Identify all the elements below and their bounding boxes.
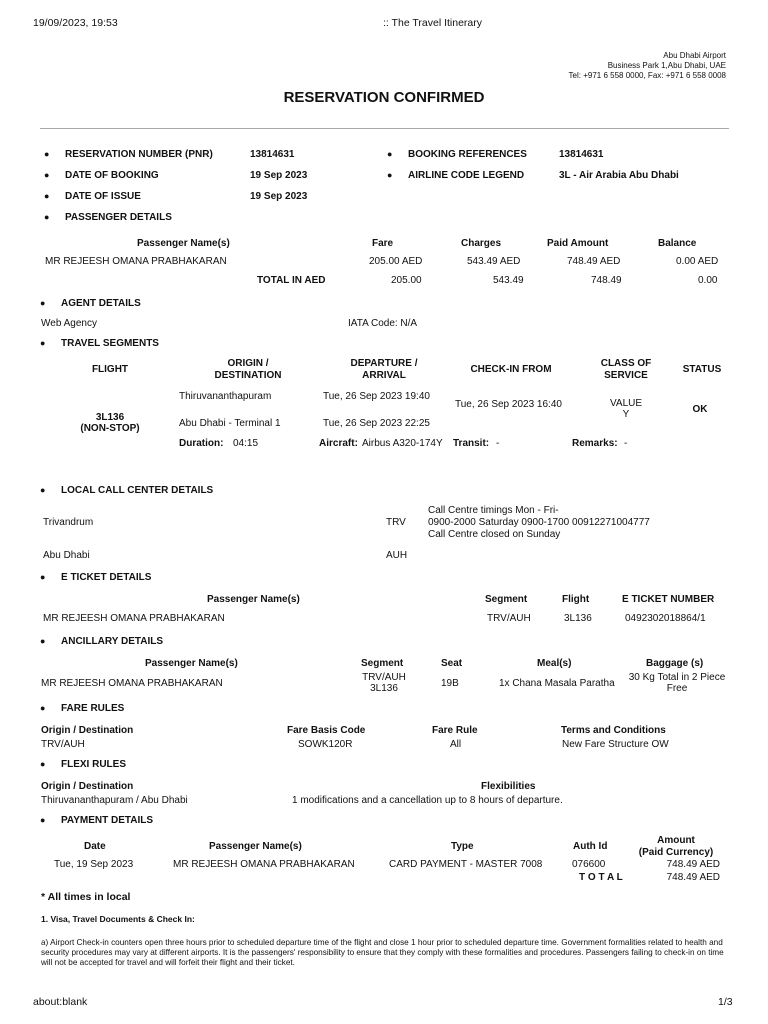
total-paid: 748.49 [591, 275, 622, 286]
paid-amount-value: 748.49 AED [567, 256, 621, 267]
print-url: about:blank [33, 996, 88, 1008]
column-header: Fare Basis Code [287, 725, 366, 736]
bullet-icon: ● [40, 485, 46, 495]
total-fare: 205.00 [391, 275, 422, 286]
class-of-service: VALUE [609, 398, 643, 409]
section-heading-segments: TRAVEL SEGMENTS [61, 338, 159, 349]
remarks-value: - [624, 438, 628, 449]
column-header: Date [84, 841, 106, 852]
column-header: Terms and Conditions [561, 725, 666, 736]
column-header: Paid Amount [547, 238, 609, 249]
section-heading-ancillary: ANCILLARY DETAILS [61, 636, 164, 647]
print-page-title: :: The Travel Itinerary [383, 17, 483, 29]
bullet-icon: ● [44, 212, 50, 222]
transit-value: - [496, 438, 500, 449]
call-center-info: Call Centre closed on Sunday [428, 529, 561, 540]
title-divider [40, 128, 729, 129]
balance-value: 0.00 AED [676, 256, 719, 267]
column-header: ORIGIN / [227, 358, 269, 369]
ancillary-passenger: MR REJEESH OMANA PRABHAKARAN [41, 678, 223, 689]
payment-auth-id: 076600 [572, 859, 606, 870]
column-header: Balance [658, 238, 697, 249]
address-line-1: Abu Dhabi Airport [663, 51, 726, 60]
column-header: FLIGHT [91, 364, 129, 375]
address-block [569, 51, 726, 81]
ancillary-baggage: 30 Kg Total in 2 Piece [628, 672, 726, 683]
payment-total-label: T O T A L [579, 872, 623, 883]
fare-rule-value: All [450, 739, 462, 750]
aircraft-value: Airbus A320-174Y [362, 438, 443, 449]
issue-date-value: 19 Sep 2023 [250, 191, 308, 202]
section-heading-eticket: E TICKET DETAILS [61, 572, 152, 583]
aircraft-label: Aircraft: [319, 438, 358, 449]
column-header: Amount [657, 835, 695, 846]
fare-value: 205.00 AED [369, 256, 423, 267]
section-heading-agent: AGENT DETAILS [61, 298, 141, 309]
payment-passenger: MR REJEESH OMANA PRABHAKARAN [173, 859, 355, 870]
total-label: TOTAL IN AED [257, 275, 326, 286]
booking-date-value: 19 Sep 2023 [250, 170, 308, 181]
column-header: Passenger Name(s) [145, 658, 238, 669]
departure-time: Tue, 26 Sep 2023 19:40 [323, 391, 430, 402]
ancillary-flight: 3L136 [370, 683, 398, 694]
call-center-info: 0900-2000 Saturday 0900-1700 00912271004777 [428, 517, 650, 528]
visa-heading: 1. Visa, Travel Documents & Check In: [41, 914, 195, 924]
terms-conditions: New Fare Structure OW [562, 739, 669, 750]
ancillary-seat: 19B [441, 678, 459, 689]
total-charges: 543.49 [493, 275, 524, 286]
payment-date: Tue, 19 Sep 2023 [54, 859, 134, 870]
agent-name: Web Agency [41, 318, 97, 329]
column-header: Fare [372, 238, 394, 249]
remarks-label: Remarks: [572, 438, 618, 449]
iata-code: IATA Code: N/A [348, 318, 418, 329]
section-heading-call-center: LOCAL CALL CENTER DETAILS [61, 485, 214, 496]
total-balance: 0.00 [698, 275, 718, 286]
ancillary-baggage-note: Free [666, 683, 688, 694]
address-line-3: Tel: +971 6 558 0000, Fax: +971 6 558 0008 [568, 71, 726, 80]
bullet-icon: ● [44, 170, 50, 180]
column-header: Type [451, 841, 474, 852]
bullet-icon: ● [387, 149, 393, 159]
call-center-code: TRV [386, 517, 406, 528]
column-header: ARRIVAL [362, 370, 406, 381]
column-header: Segment [361, 658, 404, 669]
checkin-time: Tue, 26 Sep 2023 16:40 [455, 399, 562, 410]
flexi-route: Thiruvananthapuram / Abu Dhabi [41, 795, 188, 806]
column-header: Fare Rule [432, 725, 478, 736]
bullet-icon: ● [387, 170, 393, 180]
eticket-passenger: MR REJEESH OMANA PRABHAKARAN [43, 613, 225, 624]
fare-basis-code: SOWK120R [298, 739, 353, 750]
column-header: Flexibilities [481, 781, 536, 792]
airline-code-value: 3L - Air Arabia Abu Dhabi [559, 170, 679, 181]
address-line-2: Business Park 1,Abu Dhabi, UAE [607, 61, 726, 70]
print-page-number: 1/3 [718, 996, 733, 1008]
bullet-icon: ● [44, 149, 50, 159]
booking-ref-label: BOOKING REFERENCES [408, 149, 527, 160]
destination-city: Abu Dhabi - Terminal 1 [179, 418, 281, 429]
times-note: * All times in local [41, 891, 131, 903]
pnr-label: RESERVATION NUMBER (PNR) [65, 149, 213, 160]
page-title: RESERVATION CONFIRMED [283, 89, 485, 106]
airline-code-label: AIRLINE CODE LEGEND [408, 170, 525, 181]
bullet-icon: ● [40, 703, 46, 713]
call-center-info: Call Centre timings Mon - Fri- [428, 505, 559, 516]
column-header: DEPARTURE / [350, 358, 418, 369]
class-code: Y [622, 409, 630, 420]
flexibilities-value: 1 modifications and a cancellation up to 8 hours of departure. [292, 795, 563, 806]
pnr-value: 13814631 [250, 149, 295, 160]
fare-rule-route: TRV/AUH [41, 739, 85, 750]
bullet-icon: ● [40, 338, 46, 348]
bullet-icon: ● [40, 815, 46, 825]
column-header: E TICKET NUMBER [622, 594, 715, 605]
column-header: SERVICE [604, 370, 648, 381]
column-header: Flight [562, 594, 590, 605]
charges-value: 543.49 AED [467, 256, 521, 267]
booking-date-label: DATE OF BOOKING [65, 170, 159, 181]
column-header: Passenger Name(s) [209, 841, 302, 852]
column-header: Seat [441, 658, 463, 669]
column-header: Segment [485, 594, 528, 605]
column-header: Passenger Name(s) [137, 238, 230, 249]
transit-label: Transit: [453, 438, 490, 449]
column-header: DESTINATION [214, 370, 282, 381]
payment-total-value: 748.49 AED [666, 872, 720, 883]
call-center-city: Trivandrum [43, 517, 94, 528]
call-center-code: AUH [386, 550, 408, 561]
section-heading-payment: PAYMENT DETAILS [61, 815, 154, 826]
flight-number: 3L136 [95, 412, 125, 423]
issue-date-label: DATE OF ISSUE [65, 191, 141, 202]
column-header: STATUS [682, 364, 722, 375]
passenger-name: MR REJEESH OMANA PRABHAKARAN [45, 256, 227, 267]
bullet-icon: ● [40, 636, 46, 646]
call-center-city: Abu Dhabi [43, 550, 90, 561]
ancillary-meal: 1x Chana Masala Paratha [499, 678, 615, 689]
column-header: CLASS OF [600, 358, 652, 369]
ancillary-segment: TRV/AUH [362, 672, 406, 683]
status-badge: OK [692, 404, 708, 415]
eticket-segment: TRV/AUH [487, 613, 531, 624]
origin-city: Thiruvananthapuram [179, 391, 272, 402]
column-header: Origin / Destination [41, 781, 134, 792]
bullet-icon: ● [44, 191, 50, 201]
column-header: Auth Id [573, 841, 608, 852]
payment-type: CARD PAYMENT - MASTER 7008 [389, 859, 543, 870]
visa-text: a) Airport Check-in counters open three hours prior to scheduled departure time of the flight and close 1 hour prior to scheduled departure time. Government formalities related to health and security procedures may vary at different airports. It is the passengers' responsibility to ensure that they comply with these formalities and procedures. Passengers failing to check-in on time will not be accepted for travel and will forfeit their flight and their ticket. [41, 938, 724, 967]
section-heading-flexi-rules: FLEXI RULES [61, 759, 127, 770]
column-header: Charges [461, 238, 502, 249]
column-header: CHECK-IN FROM [470, 364, 552, 375]
column-header: Origin / Destination [41, 725, 134, 736]
eticket-flight: 3L136 [564, 613, 592, 624]
bullet-icon: ● [40, 759, 46, 769]
bullet-icon: ● [40, 298, 46, 308]
arrival-time: Tue, 26 Sep 2023 22:25 [323, 418, 430, 429]
bullet-icon: ● [40, 572, 46, 582]
payment-amount: 748.49 AED [666, 859, 720, 870]
duration-label: Duration: [179, 438, 224, 449]
column-header: (Paid Currency) [638, 847, 714, 858]
booking-ref-value: 13814631 [559, 149, 604, 160]
eticket-number: 0492302018864/1 [625, 613, 706, 624]
column-header: Baggage (s) [646, 658, 704, 669]
flight-nonstop: (NON-STOP) [80, 423, 140, 434]
passenger-details-label: PASSENGER DETAILS [65, 212, 172, 223]
duration-value: 04:15 [233, 438, 259, 449]
column-header: Meal(s) [537, 658, 572, 669]
column-header: Passenger Name(s) [207, 594, 300, 605]
section-heading-fare-rules: FARE RULES [61, 703, 125, 714]
print-datetime: 19/09/2023, 19:53 [33, 17, 118, 29]
